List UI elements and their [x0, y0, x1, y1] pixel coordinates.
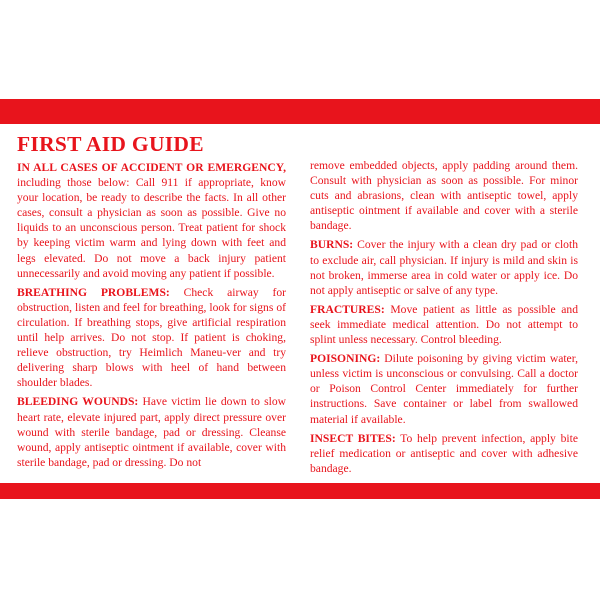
section-heading-insect-bites: INSECT BITES:: [310, 431, 396, 445]
section-body-poisoning: Dilute poisoning by giving victim water, unless victim is unconscious or convulsing. Call a doctor or Poison Control Center immediately for further instructions. Save container or label from swallowed material if available.: [310, 352, 579, 426]
section-body-emergency: including those below: Call 911 if appropriate, know your location, be ready to describe the facts. In all other cases, consult a physician as soon as possible. Give no liquids to an unconscious person. Treat patient for shock by keeping victim warm and lying down with feet and legs elevated. Do not move a back injury patient unnecessarily and avoid moving any patient if possible.: [17, 176, 286, 280]
bottom-red-band: [0, 483, 600, 499]
section-insect-bites: [310, 431, 578, 476]
section-heading-poisoning: POISONING:: [310, 352, 381, 366]
section-body-insect-bites: To help prevent infection, apply bite relief medication or antiseptic and cover with adhesive bandage.: [310, 431, 578, 475]
section-emergency: [17, 160, 286, 281]
section-bleeding-continued: [310, 158, 578, 233]
section-body-burns: Cover the injury with a clean dry pad or cloth to exclude air, call physician. If injury is mild and skin is not broken, immerse area in cold water or apply ice. Do not apply antiseptic or salve of any type.: [310, 238, 578, 297]
section-body-fractures: Move patient as little as possible and seek immediate medical attention. Do not attempt to splint unless necessary. Control bleeding.: [310, 302, 578, 347]
section-burns: [310, 237, 578, 297]
section-breathing: [17, 285, 286, 391]
section-heading-breathing: BREATHING PROBLEMS:: [17, 285, 170, 299]
section-poisoning: [310, 351, 578, 426]
section-body-bleeding-continued: remove embedded objects, apply padding around them. Consult with physician as soon as possible. For minor cuts and abrasions, clean with antiseptic towel, apply antiseptic ointment if available and cover with a sterile bandage.: [310, 159, 578, 233]
section-heading-emergency: IN ALL CASES OF ACCIDENT OR EMERGENCY,: [17, 161, 286, 174]
top-red-band: [0, 99, 600, 124]
section-body-bleeding: Have victim lie down to slow heart rate, elevate injured part, apply direct pressure over wound with sterile bandage, pad or dressing. Cleanse wound, apply antiseptic ointment if available, cover with sterile bandage, pad or dressing. Do not: [17, 395, 286, 469]
page-title: FIRST AID GUIDE: [17, 132, 204, 156]
section-body-breathing: Check airway for obstruction, listen and feel for breathing, look for signs of circulation. If breathing stops, give artificial respiration until help arrives. Do not stop. If patient is choking, relieve obstruction, try Heimlich Maneu-ver and try delivering sharp blows with heel of hand between shoulder blades.: [17, 285, 286, 390]
left-column: [17, 160, 286, 474]
section-bleeding: [17, 394, 286, 469]
section-fractures: [310, 302, 578, 347]
right-column: [310, 158, 578, 480]
section-heading-fractures: FRACTURES:: [310, 302, 385, 316]
section-heading-bleeding: BLEEDING WOUNDS:: [17, 395, 139, 409]
section-heading-burns: BURNS:: [310, 238, 354, 252]
